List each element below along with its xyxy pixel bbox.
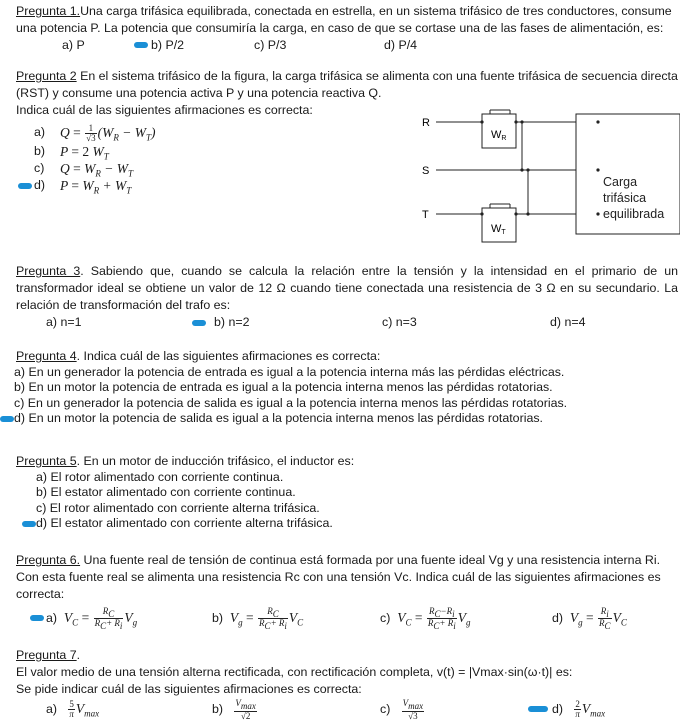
q1-option-d[interactable]: d) P/4 bbox=[384, 38, 418, 52]
q2-option-c-label: c) bbox=[34, 161, 45, 175]
q4-option-b[interactable]: b) En un motor la potencia de entrada es igual a la potencia interna menos las pérdidas rotatorias. bbox=[14, 380, 553, 395]
q6-option-a-label: a) bbox=[46, 611, 58, 625]
question-1-body: Una carga trifásica equilibrada, conectada en estrella, en un sistema trifásico de tres conductores, consume una potencia P. La potencia que consumiría la carga, en caso de que se cortase una de las fases de alimentación, es: bbox=[16, 4, 672, 35]
question-6-body: Una fuente real de tensión de continua está formada por una fuente ideal Vg y una resistencia interna Ri. Con esta fuente real se alimenta una resistencia Rc con una tensión Vc. Indica cuál de las siguientes afirmaciones es correcta: bbox=[16, 553, 661, 601]
question-5-text bbox=[16, 453, 678, 470]
q7-formula-d: $\frac{2}{\pi}$ $V_{max}$ bbox=[575, 699, 606, 720]
question-4-text bbox=[16, 348, 678, 365]
q3-option-c[interactable]: c) n=3 bbox=[382, 315, 417, 329]
q7-option-d[interactable] bbox=[552, 698, 605, 725]
q4-option-a[interactable]: a) En un generador la potencia de entrada es igual a la potencia interna más las pérdidas eléctricas. bbox=[14, 365, 565, 379]
q5-option-c[interactable]: c) El rotor alimentado con corriente alterna trifásica. bbox=[36, 500, 320, 515]
q2-options bbox=[22, 122, 402, 194]
question-6-label: Pregunta 6. bbox=[16, 553, 81, 567]
q3-option-a[interactable]: a) n=1 bbox=[46, 315, 82, 329]
q5-option-a[interactable]: a) El rotor alimentado con corriente continua. bbox=[36, 470, 284, 484]
q7-option-a-label: a) bbox=[46, 702, 58, 716]
question-2-prompt: Indica cuál de las siguientes afirmaciones es correcta: bbox=[16, 103, 313, 117]
load-label-2: trifásica bbox=[603, 191, 647, 205]
line-s-label: S bbox=[422, 165, 430, 177]
load-label-1: Carga bbox=[603, 175, 638, 189]
q2-option-d[interactable] bbox=[22, 177, 402, 194]
question-1-text bbox=[16, 3, 678, 37]
question-3-body: . Sabiendo que, cuando se calcula la relación entre la tensión y la intensidad en el primario de un transformador ideal se obtiene un valor de 12 Ω cuando tiene conectada una resistencia de 3 Ω en su secundario. La relación de transformación del trafo es: bbox=[16, 264, 678, 312]
q6-option-a[interactable] bbox=[46, 605, 137, 636]
q2-option-d-label: d) bbox=[34, 178, 46, 192]
question-5-label: Pregunta 5 bbox=[16, 454, 77, 468]
question-2-body: En el sistema trifásico de la figura, la carga trifásica se alimenta con una fuente trifásica de secuencia directa (RST) y consume una potencia activa P y una potencia reactiva Q. bbox=[16, 69, 678, 100]
question-4-body: . Indica cuál de las siguientes afirmaciones es correcta: bbox=[76, 349, 381, 363]
q7-option-b[interactable] bbox=[212, 698, 258, 721]
q6-option-d-label: d) bbox=[552, 611, 564, 625]
q2-option-a[interactable] bbox=[22, 122, 402, 143]
q2-option-b[interactable] bbox=[22, 143, 402, 160]
line-r-label: R bbox=[422, 117, 430, 129]
answer-mark bbox=[192, 320, 206, 326]
question-3 bbox=[16, 263, 678, 331]
question-1 bbox=[16, 3, 678, 54]
q2-option-b-label: b) bbox=[34, 144, 46, 158]
question-4-label: Pregunta 4 bbox=[16, 349, 77, 363]
answer-mark bbox=[30, 615, 44, 621]
q2-formula-d: $P = W_R + W_T$ bbox=[60, 178, 132, 196]
q5-option-b[interactable]: b) El estator alimentado con corriente continua. bbox=[36, 485, 296, 500]
question-5-body: . En un motor de inducción trifásico, el inductor es: bbox=[76, 454, 355, 468]
question-5 bbox=[16, 453, 678, 532]
answer-mark bbox=[0, 416, 14, 422]
question-6 bbox=[16, 552, 678, 631]
q2-option-c[interactable] bbox=[22, 160, 402, 177]
question-2-text bbox=[16, 68, 678, 102]
q6-option-c[interactable] bbox=[380, 605, 470, 636]
answer-mark bbox=[528, 706, 548, 712]
q2-formula-b: P = 2 $W_T$ bbox=[60, 144, 109, 162]
q7-formula-a: $\frac{5}{\pi}$ $V_{max}$ bbox=[69, 699, 100, 720]
question-3-text bbox=[16, 263, 678, 314]
q4-option-d[interactable] bbox=[14, 411, 678, 426]
q6-option-b[interactable] bbox=[212, 605, 303, 636]
question-7-title bbox=[16, 647, 678, 664]
q6-formula-c: $V_C$ = $\frac{R_C-R_i}{R_C+ R_i}$ $V_g$ bbox=[397, 605, 471, 632]
q4-option-d-text: d) En un motor la potencia de salida es igual a la potencia interna menos las pérdidas rotatorias. bbox=[14, 411, 543, 426]
q4-option-c[interactable]: c) En un generador la potencia de salida es igual a la potencia interna menos las pérdidas rotatorias. bbox=[14, 395, 568, 410]
q6-formula-d: $V_g$ = $\frac{R_i}{R_C}$ $V_C$ bbox=[569, 605, 627, 632]
question-6-text bbox=[16, 552, 678, 603]
question-7-label: Pregunta 7 bbox=[16, 648, 77, 662]
q6-option-c-label: c) bbox=[380, 611, 391, 625]
q5-option-d[interactable] bbox=[36, 516, 678, 531]
q6-formula-b: $V_g$ = $\frac{R_C}{R_C+ R_i}$ $V_C$ bbox=[229, 605, 304, 632]
q1-option-c[interactable]: c) P/3 bbox=[254, 38, 287, 52]
answer-mark bbox=[134, 42, 148, 48]
q7-option-b-label: b) bbox=[212, 702, 224, 716]
question-1-label: Pregunta 1. bbox=[16, 4, 81, 18]
line-t-label: T bbox=[422, 209, 429, 221]
q3-option-b[interactable]: b) n=2 bbox=[214, 315, 250, 329]
q7-option-c-label: c) bbox=[380, 702, 391, 716]
q7-option-c[interactable] bbox=[380, 698, 425, 721]
question-2-label: Pregunta 2 bbox=[16, 69, 77, 83]
q6-option-b-label: b) bbox=[212, 611, 224, 625]
q7-formula-b: $\frac{V_{max}}{√2}$ bbox=[235, 698, 256, 721]
question-7-prompt: Se pide indicar cuál de las siguientes afirmaciones es correcta: bbox=[16, 682, 362, 696]
q2-formula-a: Q = $\frac{1}{√3}$ $(W_R - W_T)$ bbox=[60, 123, 156, 144]
wattmeter-t-label: WT bbox=[491, 223, 506, 236]
q7-option-d-label: d) bbox=[552, 702, 564, 716]
q1-option-a[interactable]: a) P bbox=[62, 38, 85, 52]
load-label-3: equilibrada bbox=[603, 207, 665, 221]
answer-mark bbox=[18, 183, 32, 189]
q6-option-d[interactable] bbox=[552, 605, 627, 636]
question-7 bbox=[16, 647, 678, 720]
question-4 bbox=[16, 348, 678, 427]
q1-option-b[interactable]: b) P/2 bbox=[151, 38, 185, 52]
question-7-dot: . bbox=[76, 648, 81, 662]
q7-option-a[interactable] bbox=[46, 698, 99, 725]
q6-formula-a: $V_C$ = $\frac{R_C}{R_C+ R_i}$ $V_g$ bbox=[63, 605, 138, 632]
q2-formula-c: $Q = W_R - W_T$ bbox=[60, 161, 133, 179]
wattmeter-r-label: WR bbox=[491, 129, 507, 142]
answer-mark bbox=[22, 521, 36, 527]
q7-formula-c: $\frac{V_{max}}{√3}$ bbox=[402, 698, 424, 721]
q2-option-a-label: a) bbox=[34, 125, 46, 139]
question-3-label: Pregunta 3 bbox=[16, 264, 81, 278]
q3-option-d[interactable]: d) n=4 bbox=[550, 315, 586, 329]
three-phase-circuit-diagram bbox=[418, 108, 680, 248]
question-7-text: El valor medio de una tensión alterna rectificada, con rectificación completa, v(t) = |Vmax·sin(ω·t)| es: bbox=[16, 665, 573, 679]
q5-option-d-text: d) El estator alimentado con corriente alterna trifásica. bbox=[36, 516, 333, 531]
